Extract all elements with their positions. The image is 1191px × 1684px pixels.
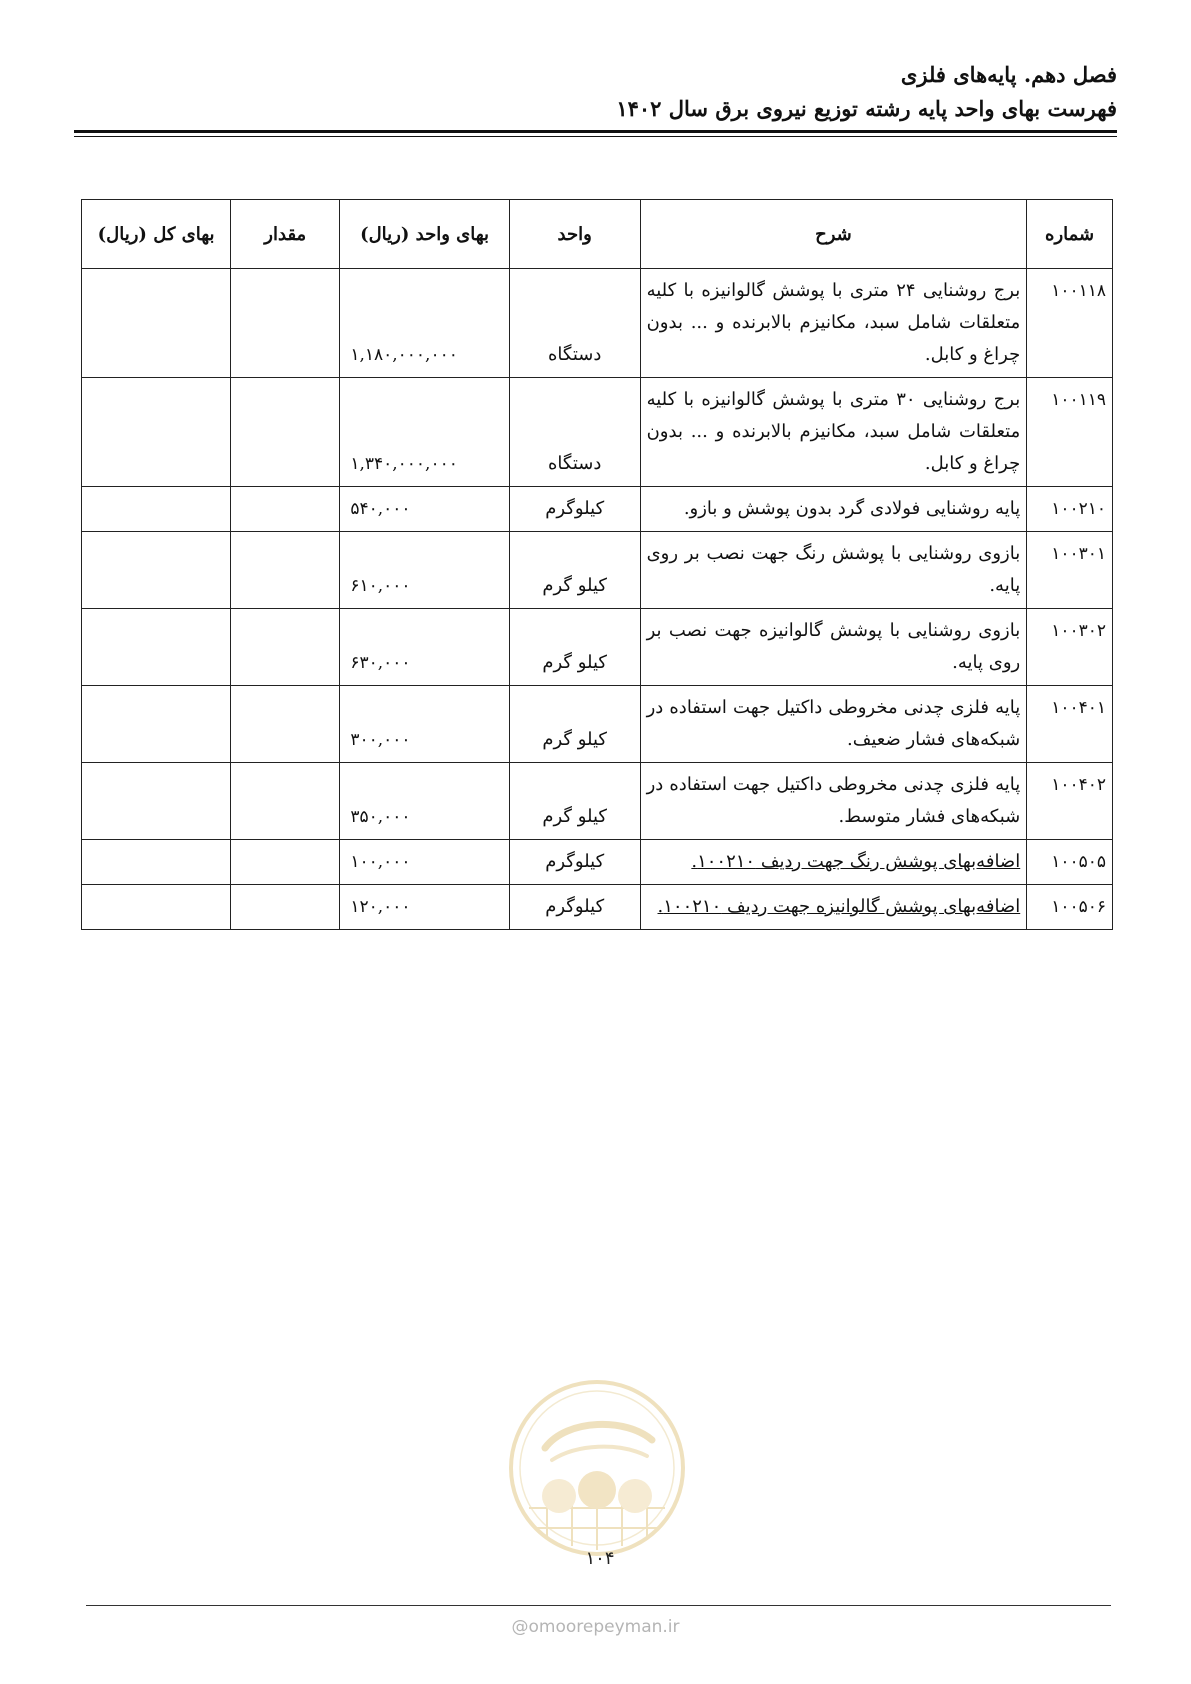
row-quantity <box>231 885 340 930</box>
row-unit-price: ۳۰۰,۰۰۰ <box>340 686 509 763</box>
row-total-price <box>82 840 231 885</box>
table-row <box>82 269 1113 378</box>
site-watermark-text: @omoorepeyman.ir <box>511 1617 680 1637</box>
footer-rule <box>86 1605 1111 1606</box>
row-unit: کیلو گرم <box>509 686 640 763</box>
row-code: ۱۰۰۳۰۲ <box>1027 609 1113 686</box>
row-quantity <box>231 840 340 885</box>
row-description <box>640 840 1027 885</box>
row-unit: دستگاه <box>509 269 640 378</box>
row-unit-price: ۶۱۰,۰۰۰ <box>340 532 509 609</box>
row-unit: کیلو گرم <box>509 763 640 840</box>
row-total-price <box>82 686 231 763</box>
header-unit-price: بهای واحد (ریال) <box>340 200 509 269</box>
row-quantity <box>231 686 340 763</box>
row-quantity <box>231 269 340 378</box>
row-description: برج روشنایی ۲۴ متری با پوشش گالوانیزه با کلیه متعلقات شامل سبد، مکانیزم بالابرنده و ... بدون چراغ و کابل. <box>640 269 1027 378</box>
chapter-title: فصل دهم. پایه‌های فلزی <box>900 62 1117 87</box>
header-total-price: بهای کل (ریال) <box>82 200 231 269</box>
table-row <box>82 686 1113 763</box>
row-unit: دستگاه <box>509 378 640 487</box>
row-total-price <box>82 885 231 930</box>
row-total-price <box>82 532 231 609</box>
row-description: پایه فلزی چدنی مخروطی داکتیل جهت استفاده در شبکه‌های فشار متوسط. <box>640 763 1027 840</box>
row-description <box>640 885 1027 930</box>
row-description-text: اضافه‌بهای پوشش رنگ جهت ردیف ۱۰۰۲۱۰. <box>691 851 1021 872</box>
row-unit-price: ۵۴۰,۰۰۰ <box>340 487 509 532</box>
row-quantity <box>231 487 340 532</box>
table-row <box>82 763 1113 840</box>
row-total-price <box>82 378 231 487</box>
document-subtitle: فهرست بهای واحد پایه رشته توزیع نیروی برق سال ۱۴۰۲ <box>616 96 1117 121</box>
row-unit-price: ۱۲۰,۰۰۰ <box>340 885 509 930</box>
row-code: ۱۰۰۲۱۰ <box>1027 487 1113 532</box>
table-row <box>82 609 1113 686</box>
row-unit-price: ۱۰۰,۰۰۰ <box>340 840 509 885</box>
row-total-price <box>82 763 231 840</box>
header-rule-thick <box>74 130 1117 133</box>
row-unit-price: ۱,۱۸۰,۰۰۰,۰۰۰ <box>340 269 509 378</box>
header-code: شماره <box>1027 200 1113 269</box>
row-code: ۱۰۰۳۰۱ <box>1027 532 1113 609</box>
table-row <box>82 885 1113 930</box>
header-rule-thin <box>74 136 1117 137</box>
row-quantity <box>231 532 340 609</box>
row-quantity <box>231 378 340 487</box>
row-unit-price: ۱,۳۴۰,۰۰۰,۰۰۰ <box>340 378 509 487</box>
table-row <box>82 532 1113 609</box>
row-code: ۱۰۰۵۰۶ <box>1027 885 1113 930</box>
row-description: پایه روشنایی فولادی گرد بدون پوشش و بازو. <box>640 487 1027 532</box>
row-unit-price: ۳۵۰,۰۰۰ <box>340 763 509 840</box>
row-description: بازوی روشنایی با پوشش رنگ جهت نصب بر روی پایه. <box>640 532 1027 609</box>
table-row <box>82 378 1113 487</box>
header-description: شرح <box>640 200 1027 269</box>
page-header <box>74 58 1117 126</box>
row-description-text: اضافه‌بهای پوشش گالوانیزه جهت ردیف ۱۰۰۲۱۰. <box>657 896 1021 917</box>
row-total-price <box>82 487 231 532</box>
row-code: ۱۰۰۴۰۲ <box>1027 763 1113 840</box>
row-unit: کیلوگرم <box>509 840 640 885</box>
row-description: برج روشنایی ۳۰ متری با پوشش گالوانیزه با کلیه متعلقات شامل سبد، مکانیزم بالابرنده و ... بدون چراغ و کابل. <box>640 378 1027 487</box>
row-code: ۱۰۰۱۱۹ <box>1027 378 1113 487</box>
row-quantity <box>231 609 340 686</box>
row-code: ۱۰۰۴۰۱ <box>1027 686 1113 763</box>
row-total-price <box>82 609 231 686</box>
row-unit-price: ۶۳۰,۰۰۰ <box>340 609 509 686</box>
row-code: ۱۰۰۱۱۸ <box>1027 269 1113 378</box>
row-description: بازوی روشنایی با پوشش گالوانیزه جهت نصب بر روی پایه. <box>640 609 1027 686</box>
row-unit: کیلو گرم <box>509 609 640 686</box>
header-quantity: مقدار <box>231 200 340 269</box>
row-unit: کیلوگرم <box>509 487 640 532</box>
watermark-seal-icon <box>507 1378 687 1558</box>
row-description: پایه فلزی چدنی مخروطی داکتیل جهت استفاده در شبکه‌های فشار ضعیف. <box>640 686 1027 763</box>
header-unit: واحد <box>509 200 640 269</box>
row-unit: کیلوگرم <box>509 885 640 930</box>
row-code: ۱۰۰۵۰۵ <box>1027 840 1113 885</box>
table-row <box>82 840 1113 885</box>
price-list-table <box>81 199 1113 930</box>
row-unit: کیلو گرم <box>509 532 640 609</box>
page-number: ۱۰۴ <box>585 1548 615 1569</box>
row-quantity <box>231 763 340 840</box>
row-total-price <box>82 269 231 378</box>
table-header-row <box>82 200 1113 269</box>
table-row <box>82 487 1113 532</box>
